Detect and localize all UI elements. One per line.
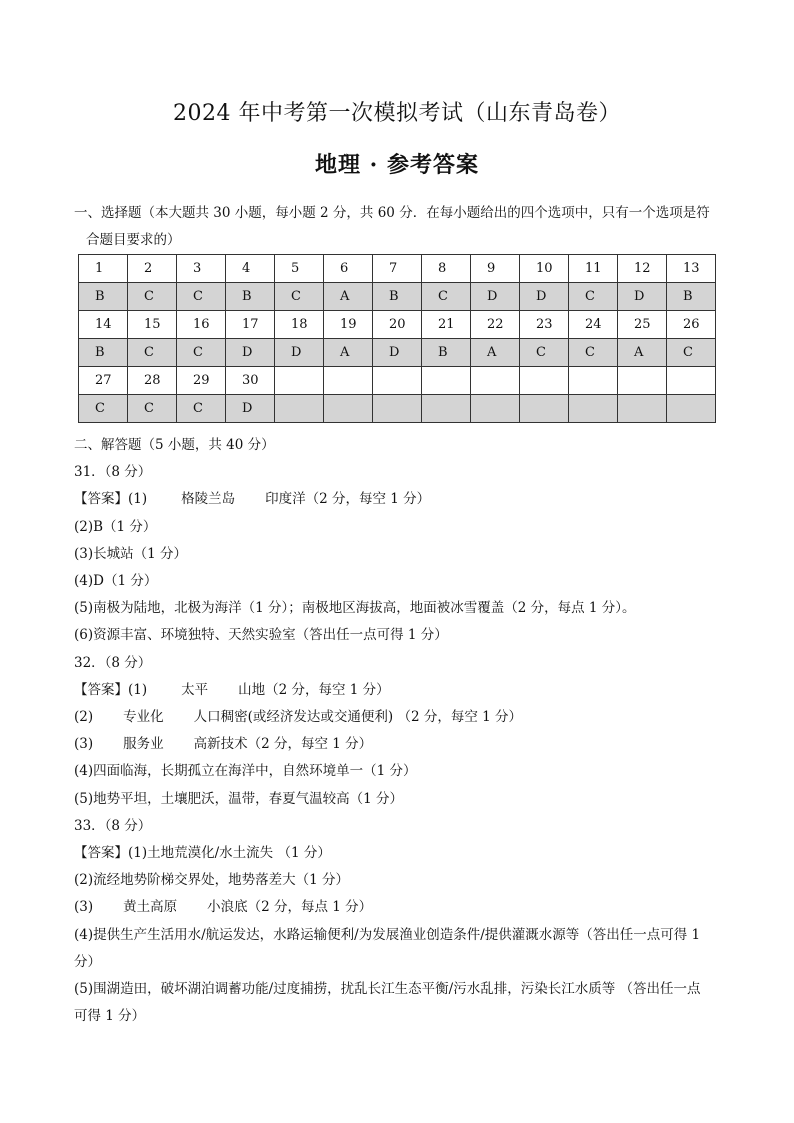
answer-cell: D (618, 283, 667, 311)
q32-answer-2 (74, 704, 734, 731)
q32-answer-3 (74, 731, 734, 758)
blank-cell (520, 395, 569, 423)
answer-cell: D (373, 339, 422, 367)
question-number-row (79, 367, 716, 395)
question-number-cell: 21 (422, 311, 471, 339)
blank-cell (667, 395, 716, 423)
blank-cell (618, 395, 667, 423)
answer-cell: C (569, 283, 618, 311)
blank-cell (275, 367, 324, 395)
answer-prefix: 【答案】(1) (74, 491, 148, 508)
question-number-cell: 16 (177, 311, 226, 339)
answer-table (78, 254, 716, 423)
answer-cell: C (128, 395, 177, 423)
question-number-cell: 15 (128, 311, 177, 339)
q33-a3-part2: 小浪底（2 分，每点 1 分） (207, 899, 373, 916)
q32-answer-4: (4)四面临海，长期孤立在海洋中，自然环境单一（1 分） (74, 763, 417, 780)
answer-cell: D (471, 283, 520, 311)
section1-heading (74, 200, 734, 254)
answer-cell: C (667, 339, 716, 367)
q32-answer-5: (5)地势平坦，土壤肥沃，温带，春夏气温较高（1 分） (74, 790, 404, 807)
q33-number: 33．（8 分） (74, 817, 152, 834)
question-number-cell: 8 (422, 255, 471, 283)
q32-a3-part2: 高新技术（2 分，每空 1 分） (193, 736, 373, 753)
blank-cell (618, 367, 667, 395)
answer-cell: A (324, 283, 373, 311)
q31-answer-1 (74, 486, 734, 513)
q33-answer-4-line1: (4)提供生产生活用水/航运发达，水路运输便利/为发展渔业创造条件/提供灌溉水源等（答出任一点可得 1 (74, 926, 701, 943)
blank-cell (667, 367, 716, 395)
page-title: 2024 年中考第一次模拟考试（山东青岛卷） (173, 101, 621, 126)
answer-cell: C (569, 339, 618, 367)
question-number-cell: 27 (79, 367, 128, 395)
question-number-cell: 29 (177, 367, 226, 395)
q33-answer-5-line1: (5)围湖造田，破坏湖泊调蓄功能/过度捕捞，扰乱长江生态平衡/污水乱排，污染长江水质等 （答出任一点 (74, 981, 701, 998)
answer-cell: B (422, 339, 471, 367)
question-number-cell: 9 (471, 255, 520, 283)
blank-cell (275, 395, 324, 423)
answer-cell: B (373, 283, 422, 311)
question-number-cell: 28 (128, 367, 177, 395)
answer-cell: A (324, 339, 373, 367)
section1-heading-line1: 一、选择题（本大题共 30 小题，每小题 2 分，共 60 分．在每小题给出的四个选项中，只有一个选项是符 (74, 205, 710, 221)
question-number-cell: 10 (520, 255, 569, 283)
q32-answer-1 (74, 677, 734, 704)
q32-a1-part1: 太平 (181, 681, 209, 698)
answer-cell: D (226, 339, 275, 367)
q32-number: 32．（8 分） (74, 654, 152, 671)
question-number-cell: 6 (324, 255, 373, 283)
blank-cell (471, 395, 520, 423)
question-number-cell: 19 (324, 311, 373, 339)
blank-cell (422, 367, 471, 395)
section2 (74, 432, 734, 1030)
answer-cell: A (471, 339, 520, 367)
q31-a1-part2: 印度洋（2 分，每空 1 分） (265, 491, 431, 508)
q32-a2-prefix: (2) (74, 709, 94, 726)
answer-cell: C (275, 283, 324, 311)
answer-cell: D (226, 395, 275, 423)
answer-cell: B (226, 283, 275, 311)
question-number-cell: 23 (520, 311, 569, 339)
answer-row (79, 395, 716, 423)
answer-cell: B (79, 283, 128, 311)
answer-cell: C (177, 395, 226, 423)
q33-answer-2: (2)流经地势阶梯交界处，地势落差大（1 分） (74, 872, 350, 889)
answer-cell: D (275, 339, 324, 367)
q33-answer-3 (74, 894, 734, 921)
section1-heading-line2: 合题目要求的） (86, 232, 181, 248)
question-number-cell: 12 (618, 255, 667, 283)
question-number-cell: 26 (667, 311, 716, 339)
blank-cell (422, 395, 471, 423)
answer-cell: C (79, 395, 128, 423)
q31-answer-3: (3)长城站（1 分） (74, 545, 188, 562)
answer-cell: A (618, 339, 667, 367)
answer-prefix: 【答案】(1) (74, 681, 148, 698)
q31-number: 31．（8 分） (74, 464, 152, 481)
blank-cell (569, 367, 618, 395)
answer-cell: C (128, 339, 177, 367)
question-number-cell: 4 (226, 255, 275, 283)
answer-row (79, 283, 716, 311)
answer-cell: C (177, 339, 226, 367)
question-number-cell: 13 (667, 255, 716, 283)
blank-cell (324, 395, 373, 423)
q33-a3-prefix: (3) (74, 899, 94, 916)
question-number-cell: 5 (275, 255, 324, 283)
q31-answer-2: (2)B（1 分） (74, 518, 157, 535)
answer-cell: C (128, 283, 177, 311)
question-number-cell: 2 (128, 255, 177, 283)
q32-a3-part1: 服务业 (123, 736, 164, 753)
answer-row (79, 339, 716, 367)
q32-a1-part2: 山地（2 分，每空 1 分） (238, 681, 390, 698)
answer-cell: B (667, 283, 716, 311)
answer-cell: D (520, 283, 569, 311)
q33-answer-4-line2: 分） (74, 953, 101, 970)
q31-answer-6: (6)资源丰富、环境独特、天然实验室（答出任一点可得 1 分） (74, 627, 448, 644)
q32-a2-part1: 专业化 (123, 709, 164, 726)
blank-cell (520, 367, 569, 395)
page-subtitle: 地理 · 参考答案 (315, 152, 479, 178)
section2-heading: 二、解答题（5 小题，共 40 分） (74, 437, 275, 453)
answer-cell: C (422, 283, 471, 311)
q33-a3-part1: 黄土高原 (123, 899, 178, 916)
question-number-cell: 24 (569, 311, 618, 339)
blank-cell (373, 395, 422, 423)
question-number-cell: 20 (373, 311, 422, 339)
blank-cell (569, 395, 618, 423)
answer-cell: C (177, 283, 226, 311)
question-number-cell: 25 (618, 311, 667, 339)
question-number-cell: 3 (177, 255, 226, 283)
q32-a3-prefix: (3) (74, 736, 94, 753)
question-number-cell: 7 (373, 255, 422, 283)
blank-cell (373, 367, 422, 395)
q31-answer-4: (4)D（1 分） (74, 573, 158, 590)
question-number-cell: 30 (226, 367, 275, 395)
q31-answer-5: (5)南极为陆地，北极为海洋（1 分）；南极地区海拔高，地面被冰雪覆盖（2 分，每点 1 分）。 (74, 600, 636, 617)
question-number-cell: 11 (569, 255, 618, 283)
question-number-cell: 1 (79, 255, 128, 283)
q33-answer-5-line2: 可得 1 分） (74, 1008, 146, 1025)
question-number-row (79, 255, 716, 283)
question-number-cell: 18 (275, 311, 324, 339)
q32-a2-part2: 人口稠密(或经济发达或交通便利) （2 分，每空 1 分） (193, 709, 523, 726)
blank-cell (471, 367, 520, 395)
question-number-cell: 14 (79, 311, 128, 339)
question-number-cell: 17 (226, 311, 275, 339)
answer-cell: C (520, 339, 569, 367)
answer-cell: B (79, 339, 128, 367)
q33-answer-1: 【答案】(1)土地荒漠化/水土流失 （1 分） (74, 845, 331, 862)
question-number-row (79, 311, 716, 339)
blank-cell (324, 367, 373, 395)
question-number-cell: 22 (471, 311, 520, 339)
q31-a1-part1: 格陵兰岛 (181, 491, 236, 508)
